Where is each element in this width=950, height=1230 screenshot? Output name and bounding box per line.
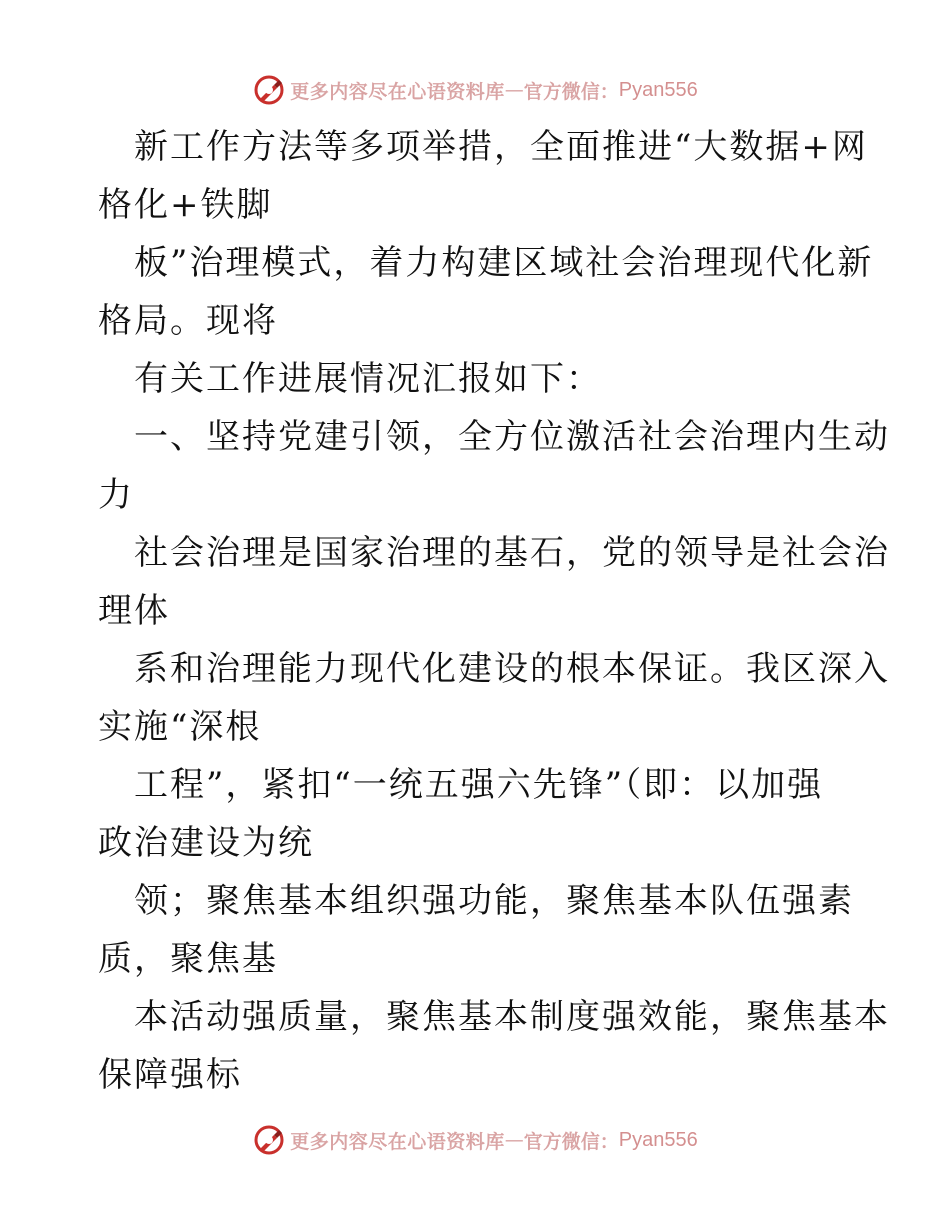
body-line: 本活动强质量，聚焦基本制度强效能，聚焦基本 xyxy=(134,997,890,1037)
banner-wechat-label: 官方微信： xyxy=(523,80,619,103)
pen-logo-icon xyxy=(252,73,286,107)
body-line: 领；聚焦基本组织强功能，聚焦基本队伍强素 xyxy=(134,881,854,921)
body-line: 格局。现将 xyxy=(98,301,278,341)
banner-wechat-label: 官方微信： xyxy=(523,1130,619,1153)
section-heading-line: 力 xyxy=(98,475,134,515)
body-line: 板”治理模式，着力构建区域社会治理现代化新 xyxy=(134,243,874,283)
section-heading-line: 一、坚持党建引领，全方位激活社会治理内生动 xyxy=(134,417,890,457)
document-body xyxy=(98,118,890,1104)
banner-slogan: 更多内容尽在心语资料库 xyxy=(290,80,505,103)
body-line: 社会治理是国家治理的基石，党的领导是社会治 xyxy=(134,533,890,573)
banner-wechat-id: Pyan556 xyxy=(618,1128,698,1151)
body-line: 新工作方法等多项举措，全面推进“大数据+网 xyxy=(134,127,868,167)
body-line: 质，聚焦基 xyxy=(98,939,278,979)
pen-logo-icon xyxy=(252,1123,286,1157)
body-line: 实施“深根 xyxy=(98,707,262,747)
banner-dash: — xyxy=(504,1129,524,1151)
footer-watermark-banner xyxy=(0,1120,950,1160)
body-line: 政治建设为统 xyxy=(98,823,314,863)
header-watermark-banner xyxy=(0,70,950,110)
body-line: 有关工作进展情况汇报如下： xyxy=(134,359,602,399)
banner-wechat-id: Pyan556 xyxy=(618,78,698,101)
body-line: 保障强标 xyxy=(98,1055,242,1095)
body-line: 工程”，紧扣“一统五强六先锋”（即：以加强 xyxy=(134,765,824,805)
body-line: 格化+铁脚 xyxy=(98,185,273,225)
banner-dash: — xyxy=(504,79,524,101)
banner-slogan: 更多内容尽在心语资料库 xyxy=(290,1130,505,1153)
body-line: 理体 xyxy=(98,591,170,631)
body-line: 系和治理能力现代化建设的根本保证。我区深入 xyxy=(134,649,890,689)
